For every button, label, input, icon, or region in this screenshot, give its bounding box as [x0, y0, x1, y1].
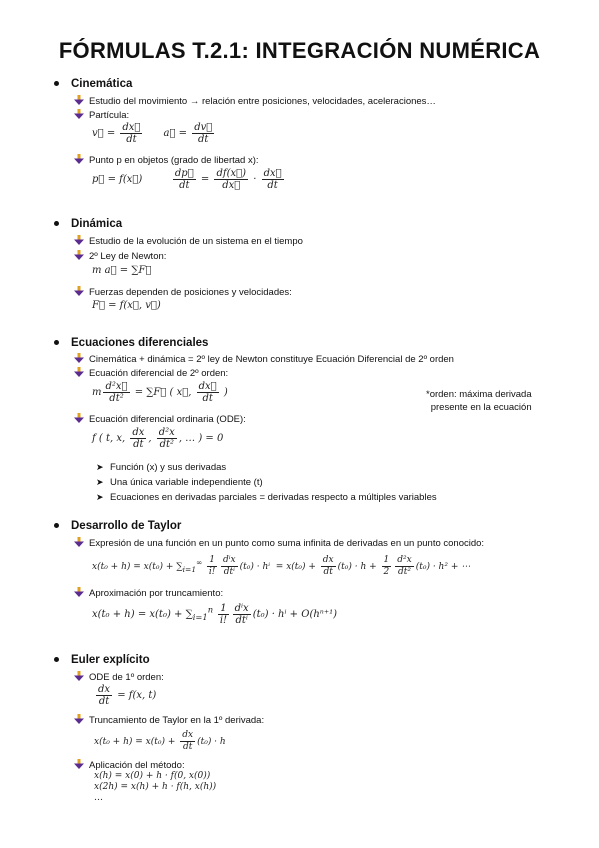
down-arrow-icon: [74, 250, 84, 260]
list-item: Estudio de la evolución de un sistema en el tiempo: [74, 235, 303, 248]
section-cinematica: [54, 78, 132, 90]
formula-velocity-acceleration: v⃗ = $\frac{dx⃗}{dt}$ a⃗ = $\frac{dv⃗}{dt}$: [92, 122, 213, 145]
down-arrow-icon: [74, 353, 84, 363]
down-arrow-icon: [74, 154, 84, 164]
formula-euler-application: x(h) = x(0) + h · f(0, x(0)) x(2h) = x(h) + h · f(h, x(h)) …: [94, 771, 217, 803]
list-item: Fuerzas dependen de posiciones y velocidades:: [74, 286, 292, 299]
page-title: FÓRMULAS T.2.1: INTEGRACIÓN NUMÉRICA: [58, 38, 541, 63]
formula-euler-step: x(t₀ + h) = x(t₀) + $\frac{dx}{dt}$ (t₀) · h: [94, 730, 226, 752]
chevron-right-icon: ➤: [96, 462, 104, 472]
list-item: Punto p en objetos (grado de libertad x):: [74, 154, 259, 167]
list-item: Cinemática + dinámica = 2º ley de Newton constituye Ecuación Diferencial de 2º orden: [74, 353, 454, 366]
section-heading: Dinámica: [71, 218, 123, 230]
down-arrow-icon: [74, 367, 84, 377]
down-arrow-icon: [74, 109, 84, 119]
down-arrow-icon: [74, 286, 84, 296]
section-dinamica: [54, 218, 122, 230]
down-arrow-icon: [74, 714, 84, 724]
formula-second-order-ode: m $\frac{\text{d²x⃗}}{\text{dt²}}$ = ∑F⃗ ( x⃗, $\frac{dx⃗}{dt}$ ): [92, 381, 228, 404]
list-item: Aplicación del método:: [74, 759, 185, 772]
list-item: Ecuación diferencial de 2º orden:: [74, 367, 228, 380]
section-taylor: [54, 520, 181, 532]
section-heading: Desarrollo de Taylor: [71, 520, 182, 532]
formula-first-order-ode: $\frac{dx}{dt}$ = f(x, t): [98, 684, 157, 707]
bullet-dot: [54, 221, 59, 226]
sub-item: ➤ Ecuaciones en derivadas parciales = derivadas respecto a múltiples variables: [96, 492, 437, 503]
bullet-dot: [54, 657, 59, 662]
bullet-dot: [54, 81, 59, 86]
list-item: Ecuación diferencial ordinaria (ODE):: [74, 413, 246, 426]
section-heading: Ecuaciones diferenciales: [71, 337, 209, 349]
down-arrow-icon: [74, 235, 84, 245]
down-arrow-icon: [74, 413, 84, 423]
formula-newton: m a⃗ = ∑F⃗: [92, 265, 152, 276]
down-arrow-icon: [74, 95, 84, 105]
formula-point-position: p⃗ = f(x⃗) $\frac{dp⃗}{dt}$ = $\frac{df(x⃗)}{dx⃗}$ · $\frac{dx⃗}{dt}$: [92, 168, 282, 191]
list-item: Expresión de una función en un punto como suma infinita de derivadas en un punto conocido:: [74, 537, 484, 550]
formula-taylor-truncation: $x(t_0 + h) = x(t_0) + \sum_{i=1}^n$ $\frac{1}{i!}$ $\frac{\text{dⁱx}}{\text{dtⁱ}}$ (t₀) · hⁱ + O(hⁿ⁺¹): [92, 603, 338, 626]
down-arrow-icon: [74, 587, 84, 597]
down-arrow-icon: [74, 759, 84, 769]
formula-taylor-series: $x(t_0 + h) = x(t_0) + \sum_{i=1}^\infty$ $\frac{1}{i!}$ $\frac{\text{dⁱx}}{\text{dtⁱ}}$ (t₀) · hⁱ = x(t₀) + $\frac{dx}{dt}$ (t₀) · h + $\frac{1}{2}$ $\frac{\text{d²x}}{\text{dt²}}$ (t₀) · h² + ⋯: [92, 555, 471, 577]
list-item: Truncamiento de Taylor en la 1º derivada:: [74, 714, 264, 727]
list-item: ODE de 1º orden:: [74, 671, 164, 684]
bullet-dot: [54, 523, 59, 528]
order-note: *orden: máxima derivada presente en la ecuación: [426, 389, 532, 413]
chevron-right-icon: ➤: [96, 492, 104, 502]
sub-item: ➤ Una única variable independiente (t): [96, 477, 263, 488]
section-heading: Euler explícito: [71, 654, 150, 666]
bullet-dot: [54, 340, 59, 345]
formula-force: F⃗ = f(x⃗, v⃗): [92, 300, 161, 311]
down-arrow-icon: [74, 671, 84, 681]
list-item: Partícula:: [74, 109, 129, 122]
list-item: Estudio del movimiento → relación entre posiciones, velocidades, aceleraciones…: [74, 95, 436, 108]
list-item: 2º Ley de Newton:: [74, 250, 166, 263]
formula-ode-general: f ( t, x, $\frac{dx}{dt}$ , $\frac{\text{d²x}}{\text{dt²}}$ , … ) = 0: [92, 427, 224, 450]
chevron-right-icon: ➤: [96, 477, 104, 487]
down-arrow-icon: [74, 537, 84, 547]
section-euler: [54, 654, 150, 666]
list-item: Aproximación por truncamiento:: [74, 587, 223, 600]
section-ecuaciones: [54, 337, 208, 349]
sub-item: ➤ Función (x) y sus derivadas: [96, 462, 227, 473]
section-heading: Cinemática: [71, 78, 133, 90]
